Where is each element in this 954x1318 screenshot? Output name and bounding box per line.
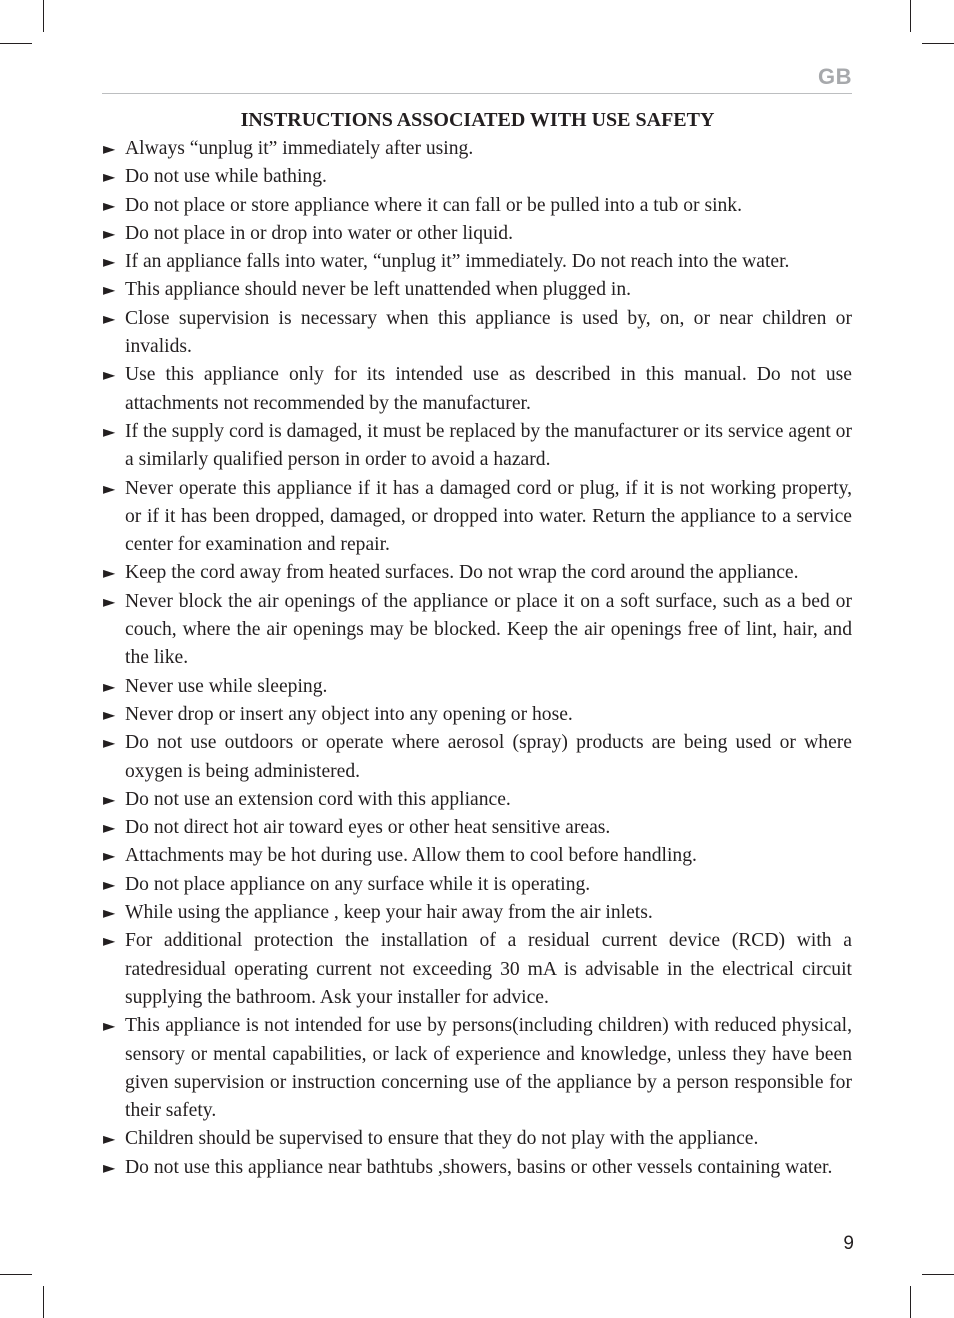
list-item-text: Use this appliance only for its intended use as described in this manual. Do not use attachments not recommended by the manufacturer.: [125, 364, 852, 414]
bullet-arrow-icon: ►: [103, 1157, 116, 1177]
list-item: [103, 1012, 852, 1125]
list-item: [103, 786, 852, 814]
list-item-text: For additional protection the installation of a residual current device (RCD) with a ratedresidual operating current not exceeding 30 mA is advisable in the electrical circuit supplying the bathroom. Ask your installer for advice.: [125, 930, 852, 1008]
list-item: [103, 418, 852, 475]
list-item-text: Close supervision is necessary when this appliance is used by, on, or near children or invalids.: [125, 307, 852, 358]
list-item-text: Do not use an extension cord with this appliance.: [125, 788, 511, 810]
bullet-arrow-icon: ►: [103, 846, 116, 866]
crop-mark: [922, 43, 954, 44]
bullet-arrow-icon: ►: [103, 252, 116, 272]
bullet-arrow-icon: ►: [103, 139, 116, 158]
list-item: [103, 475, 852, 560]
list-item-text: Do not use outdoors or operate where aerosol (spray) products are being used or where oxygen is being administered.: [125, 732, 852, 782]
bullet-arrow-icon: ►: [103, 1016, 116, 1036]
crop-mark: [0, 43, 32, 44]
list-item: [103, 192, 852, 220]
list-item-text: Never operate this appliance if it has a damaged cord or plug, if it is not working property, or if it has been dropped, damaged, or dropped into water. Return the appliance to a service center for examination and repair.: [125, 477, 852, 556]
crop-mark: [43, 1286, 44, 1318]
list-item: [103, 814, 852, 842]
crop-mark: [910, 0, 911, 32]
list-item: [103, 673, 852, 701]
list-item: [103, 871, 852, 899]
list-item: [103, 927, 852, 1012]
list-item-text: Keep the cord away from heated surfaces. Do not wrap the cord around the appliance.: [125, 562, 799, 584]
header-divider: [102, 93, 852, 94]
crop-mark: [43, 0, 44, 32]
bullet-arrow-icon: ►: [103, 903, 116, 923]
list-item-text: Never use while sleeping.: [125, 675, 328, 697]
list-item: [103, 305, 852, 362]
list-item: [103, 559, 852, 587]
crop-mark: [910, 1286, 911, 1318]
list-item: [103, 899, 852, 927]
list-item-text: Do not direct hot air toward eyes or other heat sensitive areas.: [125, 817, 611, 839]
bullet-arrow-icon: ►: [103, 563, 116, 583]
list-item: [103, 701, 852, 729]
list-item: [103, 588, 852, 673]
bullet-arrow-icon: ►: [103, 874, 116, 894]
list-item-text: If the supply cord is damaged, it must be replaced by the manufacturer or its service agent or a similarly qualified person in order to avoid a hazard.: [125, 420, 852, 471]
list-item: [103, 135, 852, 163]
list-item-text: Always “unplug it” immediately after using.: [125, 138, 474, 159]
safety-section: [103, 106, 852, 1182]
list-item-text: Do not place in or drop into water or other liquid.: [125, 222, 513, 244]
section-title: INSTRUCTIONS ASSOCIATED WITH USE SAFETY: [240, 109, 715, 131]
list-item: [103, 220, 852, 248]
bullet-arrow-icon: ►: [103, 931, 116, 951]
list-item: [103, 248, 852, 276]
bullet-arrow-icon: ►: [103, 676, 116, 696]
list-item-text: Attachments may be hot during use. Allow them to cool before handling.: [125, 845, 697, 867]
list-item-text: Never drop or insert any object into any opening or hose.: [125, 703, 573, 725]
list-item: [103, 361, 852, 418]
list-item: [103, 729, 852, 786]
list-item: [103, 842, 852, 870]
list-item-text: Do not use this appliance near bathtubs ,showers, basins or other vessels containing water.: [125, 1156, 833, 1178]
page-number: 9: [843, 1233, 854, 1254]
bullet-arrow-icon: ►: [103, 591, 116, 611]
bullet-arrow-icon: ►: [103, 365, 116, 385]
list-item-text: This appliance should never be left unattended when plugged in.: [125, 279, 632, 301]
bullet-arrow-icon: ►: [103, 789, 116, 809]
bullet-arrow-icon: ►: [103, 195, 116, 215]
list-item-text: While using the appliance , keep your hair away from the air inlets.: [125, 902, 653, 924]
list-item: [103, 276, 852, 304]
bullet-arrow-icon: ►: [103, 1129, 116, 1149]
list-item-text: Do not use while bathing.: [125, 166, 327, 188]
bullet-arrow-icon: ►: [103, 733, 116, 753]
bullet-arrow-icon: ►: [103, 478, 116, 498]
bullet-arrow-icon: ►: [103, 704, 116, 724]
crop-mark: [922, 1274, 954, 1275]
bullet-arrow-icon: ►: [103, 421, 116, 441]
language-code: GB: [818, 64, 852, 89]
list-item: [103, 1154, 852, 1182]
crop-mark: [0, 1274, 32, 1275]
list-item: [103, 163, 852, 191]
list-item-text: Do not place or store appliance where it can fall or be pulled into a tub or sink.: [125, 194, 743, 216]
bullet-arrow-icon: ►: [103, 280, 116, 300]
list-item-text: Never block the air openings of the appliance or place it on a soft surface, such as a bed or couch, where the air openings may be blocked. Keep the air openings free of lint, hair, and the like.: [125, 590, 852, 669]
list-item-text: This appliance is not intended for use by persons(including children) with reduced physical, sensory or mental capabilities, or lack of experience and knowledge, unless they have been given supervision or instruction concerning use of the appliance by a person responsible for their safety.: [125, 1015, 852, 1122]
bullet-arrow-icon: ►: [103, 223, 116, 243]
bullet-arrow-icon: ►: [103, 167, 116, 187]
bullet-arrow-icon: ►: [103, 308, 116, 328]
bullet-arrow-icon: ►: [103, 818, 116, 838]
list-item-text: Do not place appliance on any surface while it is operating.: [125, 873, 591, 895]
safety-instructions-list: [103, 135, 852, 1182]
list-item-text: If an appliance falls into water, “unplug it” immediately. Do not reach into the water.: [125, 251, 790, 273]
list-item: [103, 1125, 852, 1153]
list-item-text: Children should be supervised to ensure that they do not play with the appliance.: [125, 1128, 759, 1150]
